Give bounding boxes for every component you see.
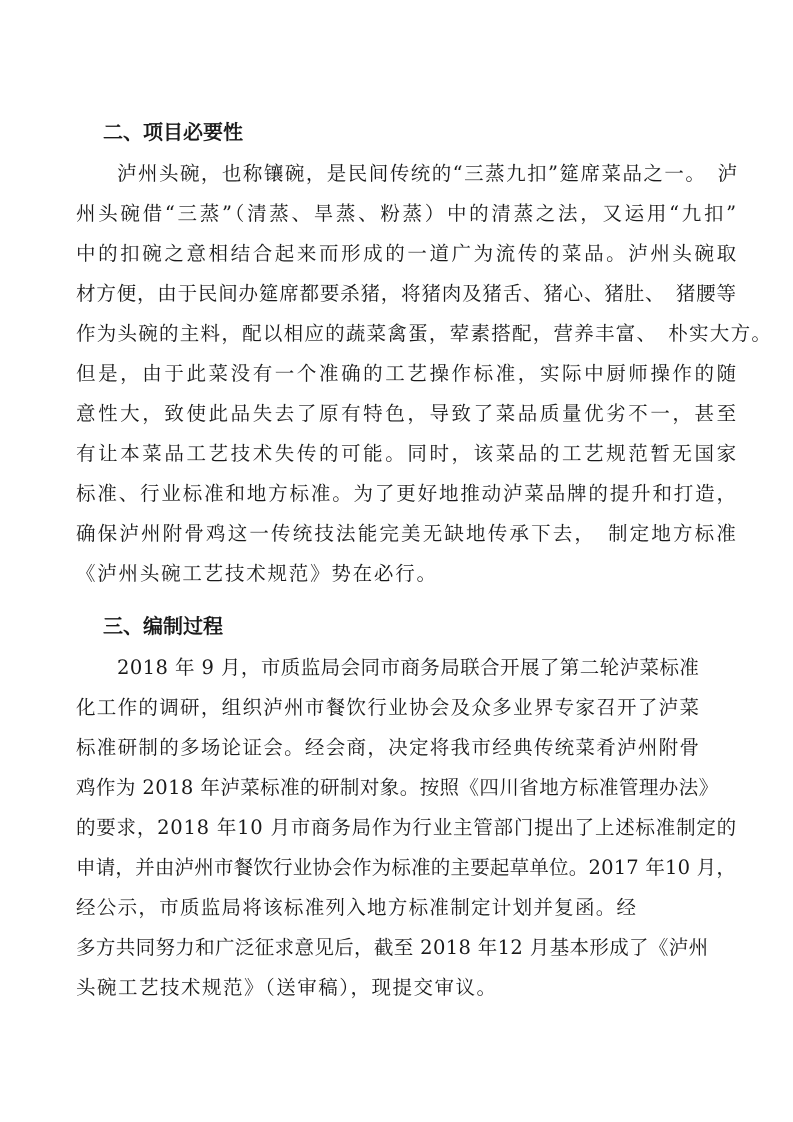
paragraph-line: 泸州头碗，也称镶碗，是民间传统的“三蒸九扣”筵席菜品之一。 泸: [117, 162, 739, 185]
paragraph-line: 多方共同努力和广泛征求意见后，截至 2018 年12 月基本形成了《泸州: [76, 936, 709, 959]
section-heading-necessity: 二、项目必要性: [103, 120, 243, 144]
section-heading-process: 三、编制过程: [103, 614, 223, 638]
paragraph-line: 材方便，由于民间办筵席都要杀猪，将猪肉及猪舌、猪心、猪肚、 猪腰等: [76, 282, 737, 305]
paragraph-line: 《泸州头碗工艺技术规范》势在必行。: [76, 562, 438, 585]
paragraph-line: 标准研制的多场论证会。经会商，决定将我市经典传统菜肴泸州附骨: [76, 736, 701, 759]
paragraph-line: 但是，由于此菜没有一个准确的工艺操作标准，实际中厨师操作的随: [76, 362, 739, 385]
paragraph-line: 州头碗借“三蒸”（清蒸、旱蒸、粉蒸）中的清蒸之法，又运用“九扣”: [76, 202, 739, 225]
paragraph-line: 的要求，2018 年10 月市商务局作为行业主管部门提出了上述标准制定的: [76, 816, 737, 839]
paragraph-line: 有让本菜品工艺技术失传的可能。同时，该菜品的工艺规范暂无国家: [76, 442, 739, 465]
paragraph-line: 标准、行业标准和地方标准。为了更好地推动泸菜品牌的提升和打造，: [76, 482, 738, 505]
paragraph-line: 确保泸州附骨鸡这一传统技法能完美无缺地传承下去， 制定地方标准: [76, 522, 739, 545]
paragraph-line: 意性大，致使此品失去了原有特色，导致了菜品质量优劣不一，甚至: [76, 402, 739, 425]
paragraph-line: 经公示，市质监局将该标准列入地方标准制定计划并复函。经: [76, 896, 638, 919]
paragraph-line: 头碗工艺技术规范》（送审稿），现提交审议。: [76, 976, 498, 999]
paragraph-line: 鸡作为 2018 年泸菜标准的研制对象。按照《四川省地方标准管理办法》: [76, 776, 719, 799]
paragraph-line: 2018 年 9 月，市质监局会同市商务局联合开展了第二轮泸菜标准: [117, 656, 700, 679]
paragraph-line: 中的扣碗之意相结合起来而形成的一道广为流传的菜品。泸州头碗取: [76, 242, 739, 265]
paragraph-line: 化工作的调研，组织泸州市餐饮行业协会及众多业界专家召开了泸菜: [76, 696, 701, 719]
paragraph-line: 作为头碗的主料，配以相应的蔬菜禽蛋，荤素搭配，营养丰富、 朴实大方。: [76, 322, 773, 345]
paragraph-line: 申请，并由泸州市餐饮行业协会作为标准的主要起草单位。2017 年10 月，: [76, 856, 737, 879]
